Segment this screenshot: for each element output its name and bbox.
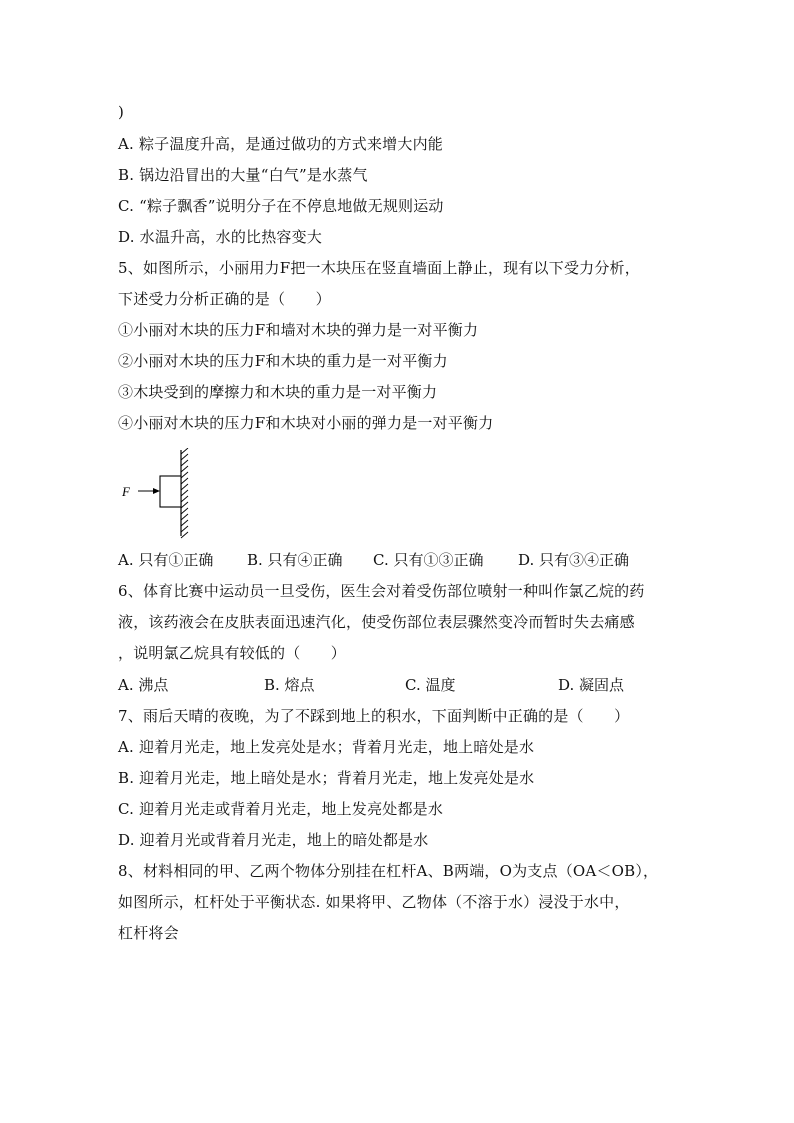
q6-option-c: C. 温度 [405,676,456,694]
q5-stem-line1: 5、如图所示，小丽用力F把一木块压在竖直墙面上静止，现有以下受力分析， [118,259,640,277]
q5-stem-line2: 下述受力分析正确的是（ ） [118,290,331,308]
text-line: ) [118,103,125,121]
q5-option-b: B. 只有④正确 [247,551,343,569]
q6-stem-line3: ，说明氯乙烷具有较低的（ ） [118,644,347,662]
wood-block [160,476,181,507]
force-arrowhead [153,488,160,494]
q5-statement-2: ②小丽对木块的压力F和木块的重力是一对平衡力 [118,352,448,370]
q4-option-d: D. 水温升高，水的比热容变大 [118,228,323,246]
q7-option-a: A. 迎着月光走，地上发亮处是水；背着月光走，地上暗处是水 [118,738,535,756]
force-diagram-figure [118,448,208,540]
wall-hatching [181,448,188,538]
q5-statement-1: ①小丽对木块的压力F和墙对木块的弹力是一对平衡力 [118,321,479,339]
q5-option-c: C. 只有①③正确 [373,551,484,569]
q4-option-a: A. 粽子温度升高，是通过做功的方式来增大内能 [118,135,443,153]
q6-option-d: D. 凝固点 [558,676,625,694]
q5-option-a: A. 只有①正确 [118,551,214,569]
q7-option-d: D. 迎着月光或背着月光走，地上的暗处都是水 [118,831,429,849]
q5-option-d: D. 只有③④正确 [518,551,630,569]
q8-stem-line1: 8、材料相同的甲、乙两个物体分别挂在杠杆A、B两端，O为支点（OA＜OB）， [118,862,659,880]
q7-option-c: C. 迎着月光走或背着月光走，地上发亮处都是水 [118,800,444,818]
q5-statement-3: ③木块受到的摩擦力和木块的重力是一对平衡力 [118,383,438,401]
q7-stem: 7、雨后天晴的夜晚，为了不踩到地上的积水，下面判断中正确的是（ ） [118,707,630,725]
q6-option-b: B. 熔点 [264,676,315,694]
q4-option-b: B. 锅边沿冒出的大量“白气”是水蒸气 [118,166,368,184]
q6-option-a: A. 沸点 [118,676,169,694]
q4-option-c: C. “粽子飘香”说明分子在不停息地做无规则运动 [118,197,444,215]
q8-stem-line3: 杠杆将会 [118,924,179,942]
force-diagram-svg [118,448,208,540]
q6-stem-line2: 液，该药液会在皮肤表面迅速汽化，使受伤部位表层骤然变冷而暂时失去痛感 [118,613,635,631]
q7-option-b: B. 迎着月光走，地上暗处是水；背着月光走，地上发亮处是水 [118,769,535,787]
q8-stem-line2: 如图所示，杠杆处于平衡状态. 如果将甲、乙物体（不溶于水）浸没于水中， [118,893,630,911]
force-label: F [122,484,130,499]
q5-statement-4: ④小丽对木块的压力F和木块对小丽的弹力是一对平衡力 [118,414,494,432]
q6-stem-line1: 6、体育比赛中运动员一旦受伤，医生会对着受伤部位喷射一种叫作氯乙烷的药 [118,582,645,600]
